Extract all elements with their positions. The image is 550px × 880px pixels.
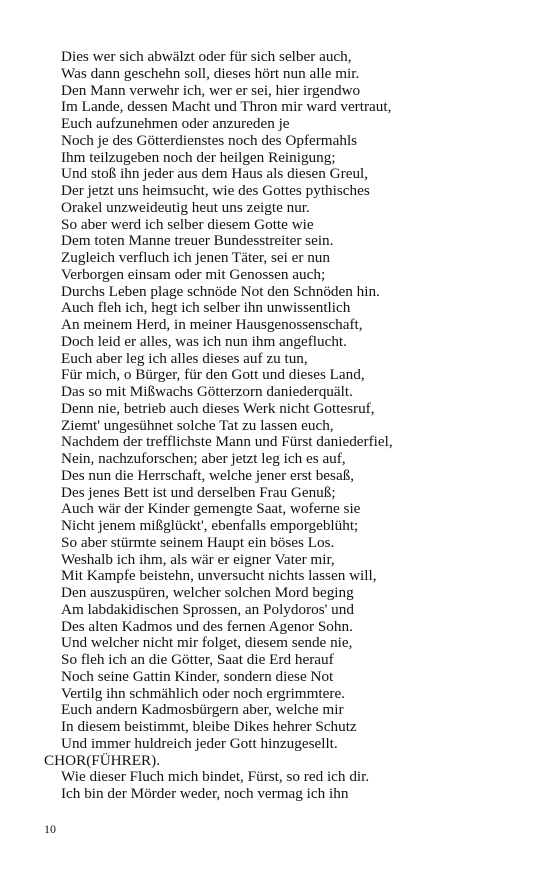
verse-line: Auch wär der Kinder gemengte Saat, woferne sie <box>61 500 361 518</box>
verse-line: Noch je des Götterdienstes noch des Opfermahls <box>61 131 358 149</box>
verse-line: Dem toten Manne treuer Bundesstreiter sein. <box>61 232 334 250</box>
verse-line: Und welcher nicht mir folget, diesem sende nie, <box>61 634 353 652</box>
verse-line: Dies wer sich abwälzt oder für sich selber auch, <box>61 48 352 65</box>
verse-line: Doch leid er alles, was ich nun ihm angeflucht. <box>61 332 347 350</box>
verse-line: Was dann geschehn soll, dieses hört nun alle mir. <box>61 64 360 82</box>
verse-line: Am labdakidischen Sprossen, an Polydoros' und <box>61 600 354 618</box>
page-number: 10 <box>44 822 56 836</box>
verse-line: Des nun die Herrschaft, welche jener erst besaß, <box>61 466 355 484</box>
verse-line: Für mich, o Bürger, für den Gott und dieses Land, <box>61 366 365 384</box>
verse-line: Im Lande, dessen Macht und Thron mir ward vertraut, <box>61 98 392 116</box>
verse-line: Durchs Leben plage schnöde Not den Schnöden hin. <box>61 282 380 300</box>
verse-line: Vertilg ihn schmählich oder noch ergrimmtere. <box>61 684 345 702</box>
verse-line: Ich bin der Mörder weder, noch vermag ich ihn <box>61 785 349 802</box>
speaker-label: CHOR(FÜHRER). <box>44 751 161 769</box>
verse-line: In diesem beistimmt, bleibe Dikes hehrer Schutz <box>61 718 357 735</box>
verse-line: Mit Kampfe beistehn, unversucht nichts lassen will, <box>61 567 377 585</box>
verse-line: Denn nie, betrieb auch dieses Werk nicht Gottesruf, <box>61 399 375 417</box>
verse-line: Nicht jenem mißglückt', ebenfalls emporgeblüht; <box>61 517 359 534</box>
verse-line: Euch andern Kadmosbürgern aber, welche mir <box>61 701 344 719</box>
verse-line: Euch aber leg ich alles dieses auf zu tun, <box>61 349 308 367</box>
verse-line: Den Mann verwehr ich, wer er sei, hier irgendwo <box>61 81 361 99</box>
verse-line: Des jenes Bett ist und derselben Frau Genuß; <box>61 483 336 501</box>
verse-line: Noch seine Gattin Kinder, sondern diese Not <box>61 667 334 685</box>
verse-line: Nein, nachzuforschen; aber jetzt leg ich es auf, <box>61 450 346 467</box>
verse-line: Weshalb ich ihm, als wär er eigner Vater mir, <box>61 550 335 568</box>
verse-line: Und immer huldreich jeder Gott hinzugesellt. <box>61 734 338 752</box>
verse-text <box>44 49 524 803</box>
verse-line: An meinem Herd, in meiner Hausgenossenschaft, <box>61 316 363 333</box>
verse-line: Den auszuspüren, welcher solchen Mord beging <box>61 584 354 601</box>
verse-line: Zugleich verfluch ich jenen Täter, sei er nun <box>61 249 330 266</box>
verse-line: So fleh ich an die Götter, Saat die Erd herauf <box>61 651 334 668</box>
verse-line: Orakel unzweideutig heut uns zeigte nur. <box>61 198 310 216</box>
verse-line: So aber werd ich selber diesem Gotte wie <box>61 215 314 233</box>
verse-line: Wie dieser Fluch mich bindet, Fürst, so red ich dir. <box>61 768 370 786</box>
verse-line: Und stoß ihn jeder aus dem Haus als diesen Greul, <box>61 165 369 183</box>
verse-line: Ihm teilzugeben noch der heilgen Reinigung; <box>61 148 336 166</box>
verse-line: Verborgen einsam oder mit Genossen auch; <box>61 265 326 283</box>
verse-line: Euch aufzunehmen oder anzureden je <box>61 115 290 132</box>
verse-line: Der jetzt uns heimsucht, wie des Gottes pythisches <box>61 182 370 199</box>
verse-line: Auch fleh ich, hegt ich selber ihn unwissentlich <box>61 299 351 317</box>
verse-line: Ziemt' ungesühnet solche Tat zu lassen euch, <box>61 416 334 434</box>
verse-line: Nachdem der trefflichste Mann und Fürst daniederfiel, <box>61 433 393 451</box>
verse-line: Des alten Kadmos und des fernen Agenor Sohn. <box>61 617 353 635</box>
verse-line: So aber stürmte seinem Haupt ein böses Los. <box>61 533 335 551</box>
verse-line: Das so mit Mißwachs Götterzorn daniederquält. <box>61 383 353 400</box>
